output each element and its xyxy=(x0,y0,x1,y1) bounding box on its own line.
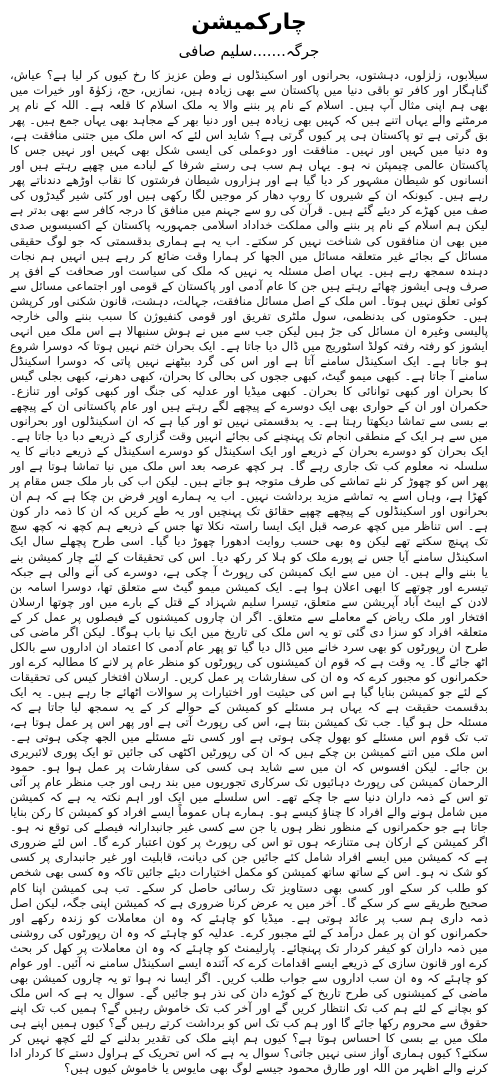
article-paragraph: اسی طرح پچھلے سال ایک اسکینڈل سامنے آیا جس نے پورے ملک کو ہلا کر رکھ دیا۔ اس کی تحقیقات کے لئے چار کمیشن بنے یا بننے والے ہیں۔ ان میں سے ایک کمیشن کی رپورٹ آ چکی ہے، دوسرے کی آنے والی ہے جبکہ تیسرے اور چوتھے کا ابھی اعلان ہوا ہے۔ ایک کمیشن میمو گیٹ سے متعلق تھا، دوسرا اسامہ بن لادن کے ایبٹ آباد آپریشن سے متعلق، تیسرا سلیم شہزاد کے قتل کے بارے میں اور چوتھا ارسلان افتخار اور ملک ریاض کے معاملے سے متعلق۔ اگر ان چاروں کمیشنوں کے فیصلوں پر عمل کر کے متعلقہ افراد کو سزا دی گئی تو یہ اس ملک کی تاریخ میں ایک نیا باب ہوگا۔ لیکن اگر ماضی کی طرح ان رپورٹوں کو بھی سرد خانے میں ڈال دیا گیا تو پھر عام آدمی کا اعتماد ان اداروں سے بالکل اٹھ جائے گا۔ یہ وقت ہے کہ قوم ان کمیشنوں کی رپورٹوں کو منظر عام پر لانے کا مطالبہ کرے اور حکمرانوں کو مجبور کرے کہ وہ ان کی سفارشات پر عمل کریں۔ xyxy=(10,534,488,684)
article-paragraph: آخر میں یہ عرض کرنا ضروری ہے کہ کمیشن اپنی جگہ، لیکن اصل ذمہ داری ہم سب پر عائد ہوتی ہے۔ میڈیا کو چاہئے کہ وہ ان معاملات کو زندہ رکھے اور حکمرانوں کو ان پر عمل درآمد کے لئے مجبور کرے۔ عدلیہ کو چاہئے کہ وہ ان رپورٹوں کی روشنی میں ذمہ داران کو کیفر کردار تک پہنچائے۔ پارلیمنٹ کو چاہئے کہ وہ ان معاملات پر کھل کر بحث کرے اور قانون سازی کے ذریعے ایسے اقدامات کرے کہ آئندہ ایسے اسکینڈل سامنے نہ آئیں۔ اور عوام کو چاہئے کہ وہ ان سب اداروں سے جواب طلب کریں۔ اگر ایسا نہ ہوا تو یہ چاروں کمیشن بھی ماضی کے کمیشنوں کی طرح تاریخ کے کوڑے دان کی نذر ہو جائیں گے۔ سوال یہ ہے کہ اس ملک کو بچانے کے لئے ہم کب تک انتظار کریں گے اور آخر کب تک خاموش رہیں گے؟ ہمیں کب تک اپنے حقوق سے محروم رکھا جائے گا اور ہم کب تک اس کو برداشت کرتے رہیں گے؟ کیوں ہمیں اپنے ہی ملک میں بے بسی کا احساس ہوتا ہے؟ کیوں ہم اپنے ملک کی تقدیر بدلنے کے لئے کچھ نہیں کر سکتے؟ کیوں ہماری آواز سنی نہیں جاتی؟ سوال یہ ہے کہ اس تحریک کے ہراول دستے کا کردار ادا کرنے والے اظہر من اللہ اور طارق محمود جیسے لوگ بھی مایوس یا خاموش کیوں ہیں؟ xyxy=(10,895,488,1076)
article-paragraph: یہ بدقسمتی نہیں تو اور کیا ہے کہ ان اسکینڈلوں اور بحرانوں میں سے ہر ایک کے منطقی انجام تک پہنچنے کی بجائے انہیں وقت گزاری کے ذریعے دبا دیا جاتا ہے۔ ایک بحران کو دوسرے بحران کے ذریعے اور ایک اسکینڈل کو دوسرے اسکینڈل کے ذریعے دبانے کا یہ سلسلہ نہ معلوم کب تک جاری رہے گا۔ ہر کچھ عرصہ بعد اس ملک میں نیا تماشا ہوتا ہے اور پھر اس کو چھوڑ کر نئے تماشے کی طرف متوجہ ہو جاتے ہیں۔ لیکن اب کی بار ملک جس مقام پر کھڑا ہے، وہاں اسے یہ تماشے مزید برداشت نہیں۔ اب یہ ہمارے اوپر فرض بن چکا ہے کہ ہم ان بحرانوں اور اسکینڈلوں کے پیچھے چھپے حقائق تک پہنچیں اور یہ طے کریں کہ ان کا ذمہ دار کون ہے۔ اس تناظر میں کچھ عرصہ قبل ایک ایسا راستہ نکلا تھا جس کے ذریعے ہم کچھ نہ کچھ سچ تک پہنچ سکتے تھے لیکن وہ بھی حسب روایت ادھورا چھوڑ دیا گیا۔ xyxy=(10,414,488,549)
article-byline: جرگہ.......سلیم صافی xyxy=(178,42,320,60)
article-title: چارکمیشن xyxy=(191,10,307,35)
article-paragraph: اس سلسلے میں ایک اور اہم نکتہ یہ ہے کہ کمیشن میں شامل ہونے والے افراد کا چناؤ کیسے ہو۔ ہمارے ہاں عموماً ایسے افراد کو کمیشن کا رکن بنایا جاتا ہے جو حکمرانوں کے منظور نظر ہوں یا جن سے کسی غیر جانبدارانہ فیصلے کی توقع نہ ہو۔ اگر کمیشن کے ارکان ہی متنازعہ ہوں تو اس کی رپورٹ پر کون اعتبار کرے گا۔ اس لئے ضروری ہے کہ کمیشن میں ایسے افراد شامل کئے جائیں جن کی دیانت، قابلیت اور غیر جانبداری پر کسی کو شک نہ ہو۔ اس کے ساتھ ساتھ کمیشن کو مکمل اختیارات دیئے جائیں تاکہ وہ کسی بھی شخص کو طلب کر سکے اور کسی بھی دستاویز تک رسائی حاصل کر سکے۔ تب ہی کمیشن اپنا کام صحیح طریقے سے کر سکے گا۔ xyxy=(10,790,488,910)
article-body xyxy=(10,68,488,1076)
article-paragraph: سیلابوں، زلزلوں، دہشتوں، بحرانوں اور اسکینڈلوں نے وطن عزیز کا رخ کیوں کر لیا ہے؟ عیاش، گناہگار اور کافر تو باقی دنیا میں پاکستان سے بھی زیادہ ہیں، نمازیں، حج، زکوٰۃ اور خیرات میں بھی ہم اپنی مثال آپ ہیں۔ اسلام کے نام پر بننے والا یہ ملک اسلام کا قلعہ ہے۔ اللہ کے نام پر مرمٹنے والے یہاں اتنے ہیں کہ کہیں بھی زیادہ ہیں اور دنیا بھر کے مجاہد بھی یہاں جمع ہیں۔ پھر بق گرتی ہے تو پاکستان ہی پر کیوں گرتی ہے؟ شاید اس لئے کہ اس ملک میں جتنی منافقت ہے، وہ دنیا میں کہیں اور نہیں۔ منافقت اور دوعملی کی ایسی شکل بھی کہیں اور نہیں جس کا پاکستان عالمی چیمپئن نہ ہو۔ یہاں ہم سب ہی رستے شرفا کے لبادے میں چھپے رہتے ہیں اور انسانوں کو شیطان مشہور کر دیا گیا ہے اور ہزاروں شیطان فرشتوں کا نقاب اوڑھے دندناتے پھر رہے ہیں۔ کیونکہ ان کے شیروں کا روپ دھار کر موجیں لگا رکھی ہیں اور کئی شیر گیدڑوں کی صف میں کھڑے کر دیئے گئے ہیں۔ قرآن کی رو سے جہنم میں منافق کا درجہ کافر سے بھی بدتر ہے لیکن ہم اسلام کے نام پر بننے والی مملکت خداداد اسلامی جمہوریہ پاکستان کے اکسیسویں صدی میں بھی ان منافقوں کی شناخت نہیں کر سکتے۔ اب یہ ہے ہماری بدقسمتی کہ جو لوگ حقیقی مسائل کے بجائے غیر متعلقہ مسائل میں الجھا کر ہمارا وقت ضائع کر رہے ہیں انہیں ہم نجات دہندہ سمجھ رہے ہیں۔ xyxy=(10,68,488,278)
article-paragraph: یہاں اصل مسئلہ یہ نہیں کہ ملک کی سیاست اور صحافت کے افق پر صرف وہی ایشوز چھائے رہتے ہیں جن کا عام آدمی اور پاکستان کے قومی اور اجتماعی مسائل سے کوئی تعلق نہیں ہوتا۔ اس ملک کے اصل مسائل منافقت، جہالت، دہشت، قانون شکنی اور کرپشن ہیں۔ حکومتوں کی بدنظمی، سول ملٹری تفریق اور قومی کنفیوژن کا سبب بننے والی خارجہ پالیسی وغیرہ ان مسائل کی جڑ ہیں لیکن جب سے میں نے ہوش سنبھالا ہے اس ملک میں انہی ایشوز کو رفتہ رفتہ کولڈ اسٹوریج میں ڈال دیا جاتا ہے۔ ایک بحران ختم نہیں ہوتا کہ دوسرا شروع ہو جاتا ہے۔ ایک اسکینڈل سامنے آتا ہے اور اس کی گرد بیٹھنے نہیں پاتی کہ دوسرا اسکینڈل سامنے آ جاتا ہے۔ کبھی میمو گیٹ، کبھی ججوں کی بحالی کا بحران، کبھی دھرنے، کبھی بجلی گیس کا بحران اور کبھی توانائی کا بحران۔ کبھی میڈیا اور عدلیہ کی جنگ اور کبھی کوئی اور تنازع۔ حکمران اور ان کے حواری بھی ایک دوسرے کے پیچھے لگے رہتے ہیں اور عام پاکستانی ان کے پیچھے بے بسی سے تماشا دیکھتا رہتا ہے۔ xyxy=(10,263,488,429)
article-paragraph: ارسلان افتخار کیس کی تحقیقات کے لئے جو کمیشن بنایا گیا ہے اس کی حیثیت اور اختیارات پر سوالات اٹھائے جا رہے ہیں۔ یہ ایک بدقسمت حقیقت ہے کہ یہاں ہر مسئلے کو کمیشن کے حوالے کر کے یہ سمجھ لیا جاتا ہے کہ مسئلہ حل ہو گیا۔ جب تک کمیشن بنتا ہے، اس کی رپورٹ آتی ہے اور پھر اس پر عمل ہوتا ہے، تب تک قوم اس مسئلے کو بھول چکی ہوتی ہے اور کسی نئے مسئلے میں الجھ چکی ہوتی ہے۔ اس ملک میں اتنے کمیشن بن چکے ہیں کہ ان کی رپورٹیں اکٹھی کی جائیں تو ایک پوری لائبریری بن جائے۔ لیکن افسوس کہ ان میں سے شاید ہی کسی کی سفارشات پر عمل ہوا ہو۔ حمود الرحمان کمیشن کی رپورٹ دہائیوں تک سرکاری تجوریوں میں بند رہی اور جب منظر عام پر آئی تو اس کے ذمہ داران دنیا سے جا چکے تھے۔ xyxy=(10,669,488,805)
